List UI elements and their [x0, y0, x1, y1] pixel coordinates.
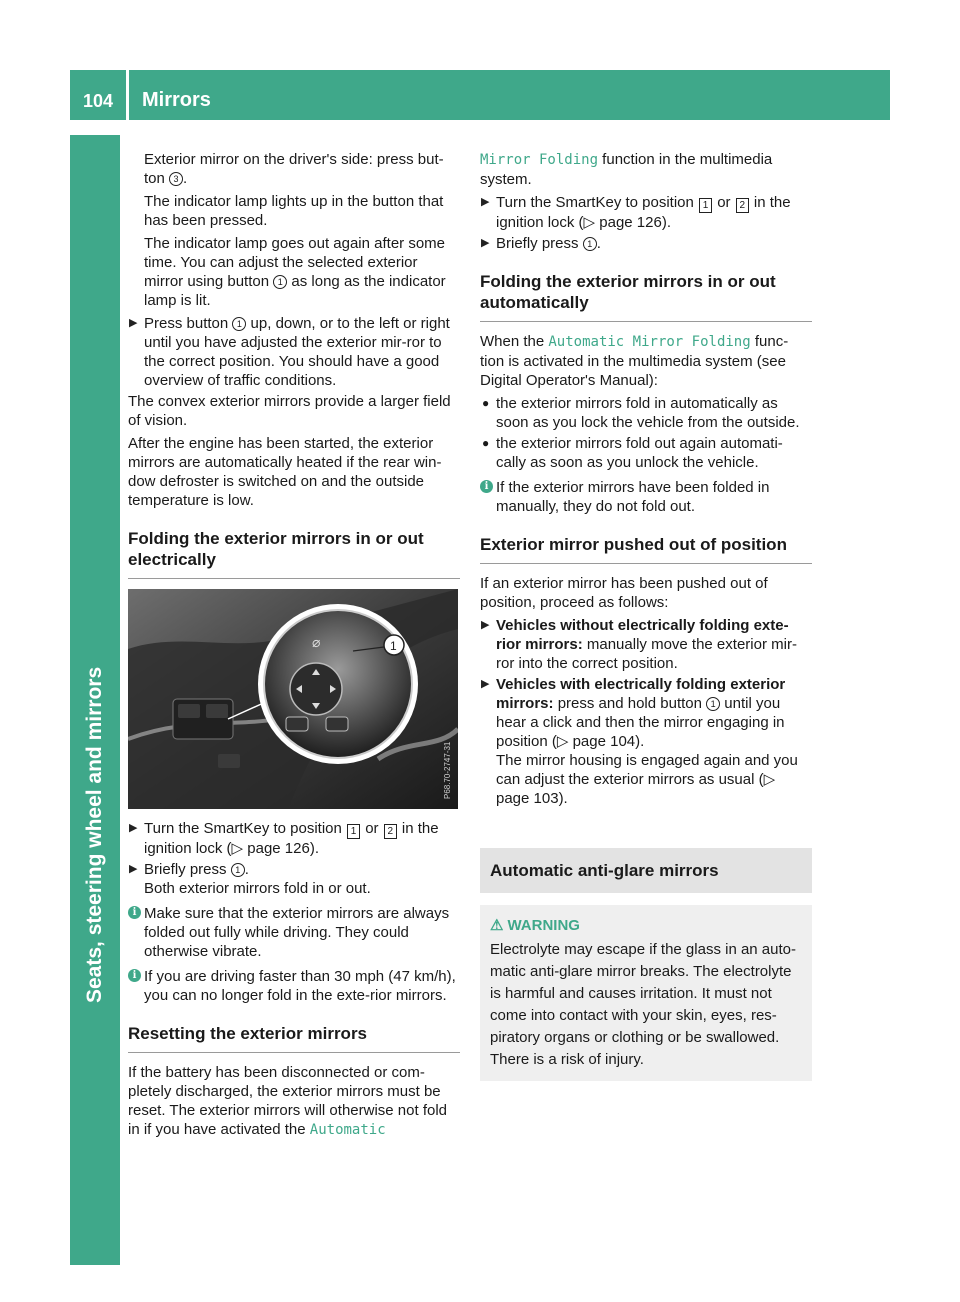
arrow-right-icon: ▶	[129, 863, 138, 875]
heading-fold-auto: Folding the exterior mirrors in or out automatically	[480, 271, 812, 322]
arrow-right-icon: ▶	[129, 822, 138, 834]
button-3-ref: 3	[169, 172, 183, 186]
heading-antiglare: Automatic anti-glare mirrors	[480, 848, 812, 893]
chapter-title: Seats, steering wheel and mirrors	[83, 666, 106, 1003]
paragraph: After the engine has been started, the exterior mirrors are automatically heated if the rear win-dow defroster is switched on and the outside temperature is low.	[128, 435, 442, 509]
info-note: i If the exterior mirrors have been folded in manually, they do not fold out.	[480, 478, 812, 516]
page-ref-arrow-icon: ▷	[583, 214, 596, 231]
svg-text:⌀: ⌀	[312, 635, 321, 651]
button-1-ref: 1	[583, 237, 597, 251]
photo-code: P68.70-2747-31	[443, 741, 452, 799]
key-position-2: 2	[736, 198, 749, 213]
arrow-right-icon: ▶	[481, 196, 490, 208]
bullet-item: ● the exterior mirrors fold out again automati-cally as soon as you unlock the vehicle.	[482, 435, 783, 471]
bullet-icon: ●	[482, 396, 490, 410]
menu-term: Mirror Folding	[480, 152, 599, 168]
bullet-icon: ●	[482, 436, 490, 450]
button-1-ref: 1	[706, 697, 720, 711]
instruction-step: ▶ Turn the SmartKey to position 1 or 2 in the ignition lock (▷ page 126).	[481, 194, 791, 231]
paragraph: Exterior mirror on the driver's side: press but-ton 3 .	[144, 151, 444, 187]
header-divider	[126, 70, 129, 120]
page-ref-arrow-icon: ▷	[763, 771, 776, 788]
page-ref-arrow-icon: ▷	[556, 733, 569, 750]
key-position-2: 2	[384, 824, 397, 839]
warning-text: Electrolyte may escape if the glass in an auto-matic anti-glare mirror breaks. The electrolyte is harmful and causes irritation. It must not come into contact with your skin, eyes, res-piratory organs or clothing or be swallowed. There is a risk of injury.	[490, 941, 796, 1068]
paragraph: Mirror Folding function in the multimedia system.	[480, 151, 773, 188]
instruction-step: ▶ Briefly press 1 . Both exterior mirrors fold in or out.	[129, 861, 371, 897]
instruction-step: ▶ Briefly press 1 .	[481, 235, 601, 252]
instruction-step: ▶ Vehicles with electrically folding exterior mirrors: press and hold button 1 until you hear a click and then the mirror engaging in position (▷ page 104). The mirror housing is engaged again and you can adjust the exterior mirrors as usual (▷ page 103).	[481, 676, 798, 807]
paragraph: The indicator lamp lights up in the button that has been pressed.	[144, 193, 444, 229]
page-number: 104	[82, 91, 114, 111]
heading-reset: Resetting the exterior mirrors	[128, 1023, 460, 1053]
warning-box	[480, 905, 812, 1081]
key-position-1: 1	[699, 198, 712, 213]
page-ref-arrow-icon: ▷	[231, 840, 244, 857]
button-1-ref: 1	[231, 863, 245, 877]
svg-text:1: 1	[390, 639, 397, 653]
warning-triangle-icon: ⚠	[490, 917, 504, 934]
left-column	[128, 150, 460, 1144]
warning-title: ⚠ WARNING	[490, 917, 580, 934]
info-icon: i	[128, 906, 141, 919]
instruction-step: ▶ Press button 1 up, down, or to the left or right until you have adjusted the exterior mir-ror to the correct position. You should have a good overview of traffic conditions.	[129, 315, 450, 389]
paragraph: The convex exterior mirrors provide a larger field of vision.	[128, 393, 451, 429]
bullet-item: ● the exterior mirrors fold in automatically as soon as you lock the vehicle from the outside.	[482, 395, 800, 431]
page-header	[70, 70, 890, 120]
info-icon: i	[480, 480, 493, 493]
menu-term: Automatic	[309, 1122, 386, 1138]
chapter-sidebar	[70, 135, 120, 1265]
key-position-1: 1	[347, 824, 360, 839]
heading-pushed: Exterior mirror pushed out of position	[480, 534, 812, 564]
arrow-right-icon: ▶	[481, 619, 490, 631]
mirror-control-photo	[128, 589, 458, 809]
mirror-switch-illustration	[128, 589, 458, 809]
arrow-right-icon: ▶	[481, 678, 490, 690]
button-1-ref: 1	[273, 275, 287, 289]
instruction-step: ▶ Vehicles without electrically folding exte-rior mirrors: manually move the exterior mir-ror into the correct position.	[481, 617, 797, 672]
instruction-step: ▶ Turn the SmartKey to position 1 or 2 in the ignition lock (▷ page 126).	[129, 820, 439, 857]
paragraph: If the battery has been disconnected or com-pletely discharged, the exterior mirrors must be reset. The exterior mirrors will otherwise not fold in if you have activated the Automatic	[128, 1064, 447, 1138]
arrow-right-icon: ▶	[129, 317, 138, 329]
arrow-right-icon: ▶	[481, 237, 490, 249]
paragraph: If an exterior mirror has been pushed out of position, proceed as follows:	[480, 575, 768, 611]
info-note: i If you are driving faster than 30 mph (47 km/h), you can no longer fold in the exte-rior mirrors.	[128, 967, 460, 1005]
section-title: Mirrors	[142, 89, 211, 111]
heading-fold-electric: Folding the exterior mirrors in or out electrically	[128, 528, 460, 579]
button-1-ref: 1	[232, 317, 246, 331]
menu-term: Automatic Mirror Folding	[548, 334, 751, 350]
info-note: i Make sure that the exterior mirrors are always folded out fully while driving. They could otherwise vibrate.	[128, 904, 460, 961]
paragraph: The indicator lamp goes out again after some time. You can adjust the selected exterior mirror using button 1 as long as the indicator lamp is lit.	[144, 235, 446, 309]
info-icon: i	[128, 969, 141, 982]
paragraph: When the Automatic Mirror Folding func-tion is activated in the multimedia system (see Digital Operator's Manual):	[480, 333, 789, 389]
right-column	[480, 150, 812, 1081]
